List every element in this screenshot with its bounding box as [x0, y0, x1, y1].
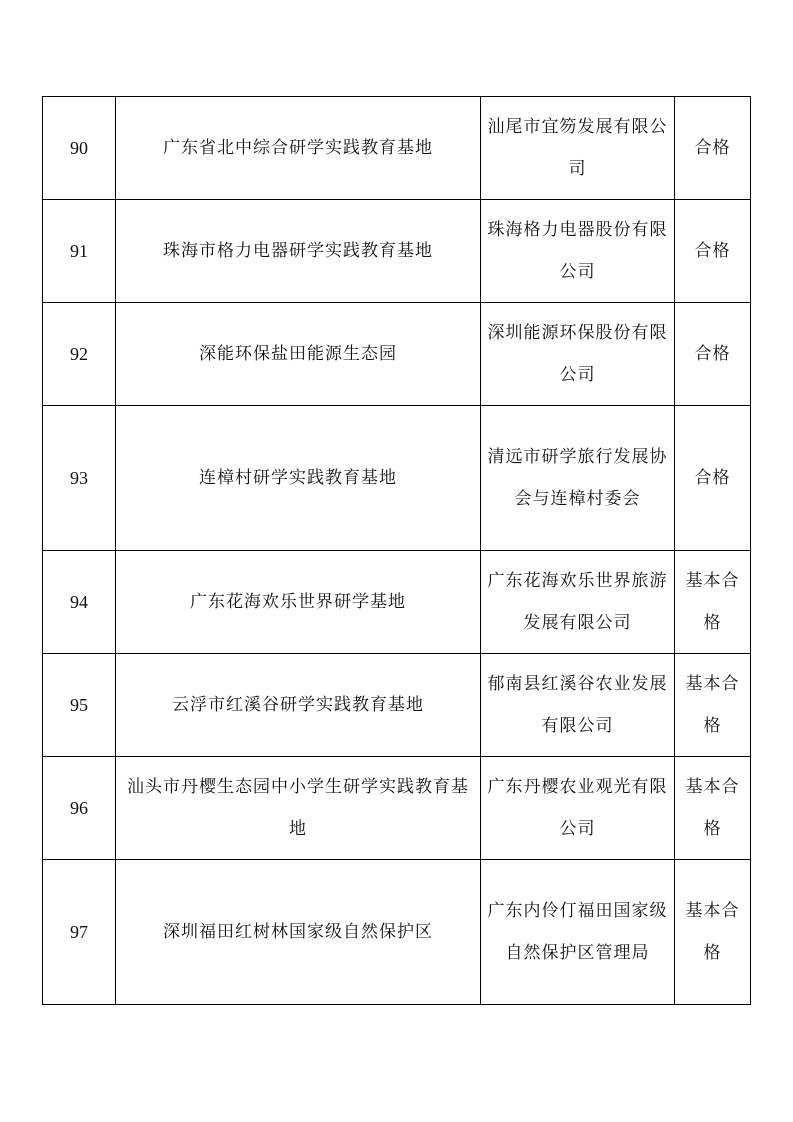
base-name: 云浮市红溪谷研学实践教育基地: [116, 654, 481, 757]
applicant-org: 深圳能源环保股份有限公司: [481, 303, 675, 406]
applicant-org: 广东丹樱农业观光有限公司: [481, 757, 675, 860]
base-name: 汕头市丹樱生态园中小学生研学实践教育基地: [116, 757, 481, 860]
base-name: 广东花海欢乐世界研学基地: [116, 551, 481, 654]
base-name: 深能环保盐田能源生态园: [116, 303, 481, 406]
base-name: 连樟村研学实践教育基地: [116, 406, 481, 551]
table-row: [43, 200, 751, 303]
table-row: [43, 303, 751, 406]
applicant-org: 郁南县红溪谷农业发展有限公司: [481, 654, 675, 757]
base-name: 广东省北中综合研学实践教育基地: [116, 97, 481, 200]
evaluation-result: 合格: [675, 303, 751, 406]
evaluation-result: 合格: [675, 200, 751, 303]
table-row: [43, 551, 751, 654]
evaluation-result: 基本合格: [675, 654, 751, 757]
row-number: 92: [43, 303, 116, 406]
table-row: [43, 654, 751, 757]
evaluation-result: 基本合格: [675, 551, 751, 654]
row-number: 93: [43, 406, 116, 551]
row-number: 90: [43, 97, 116, 200]
row-number: 97: [43, 860, 116, 1005]
evaluation-result: 合格: [675, 97, 751, 200]
evaluation-result: 合格: [675, 406, 751, 551]
base-name: 深圳福田红树林国家级自然保护区: [116, 860, 481, 1005]
row-number: 91: [43, 200, 116, 303]
applicant-org: 汕尾市宜笏发展有限公司: [481, 97, 675, 200]
evaluation-result: 基本合格: [675, 757, 751, 860]
base-name: 珠海市格力电器研学实践教育基地: [116, 200, 481, 303]
row-number: 94: [43, 551, 116, 654]
applicant-org: 广东内伶仃福田国家级自然保护区管理局: [481, 860, 675, 1005]
table-row: [43, 757, 751, 860]
evaluation-result: 基本合格: [675, 860, 751, 1005]
applicant-org: 广东花海欢乐世界旅游发展有限公司: [481, 551, 675, 654]
applicant-org: 珠海格力电器股份有限公司: [481, 200, 675, 303]
table-row: [43, 406, 751, 551]
applicant-org: 清远市研学旅行发展协会与连樟村委会: [481, 406, 675, 551]
base-evaluation-table: [42, 96, 751, 1005]
table-row: [43, 860, 751, 1005]
row-number: 95: [43, 654, 116, 757]
table-row: [43, 97, 751, 200]
row-number: 96: [43, 757, 116, 860]
